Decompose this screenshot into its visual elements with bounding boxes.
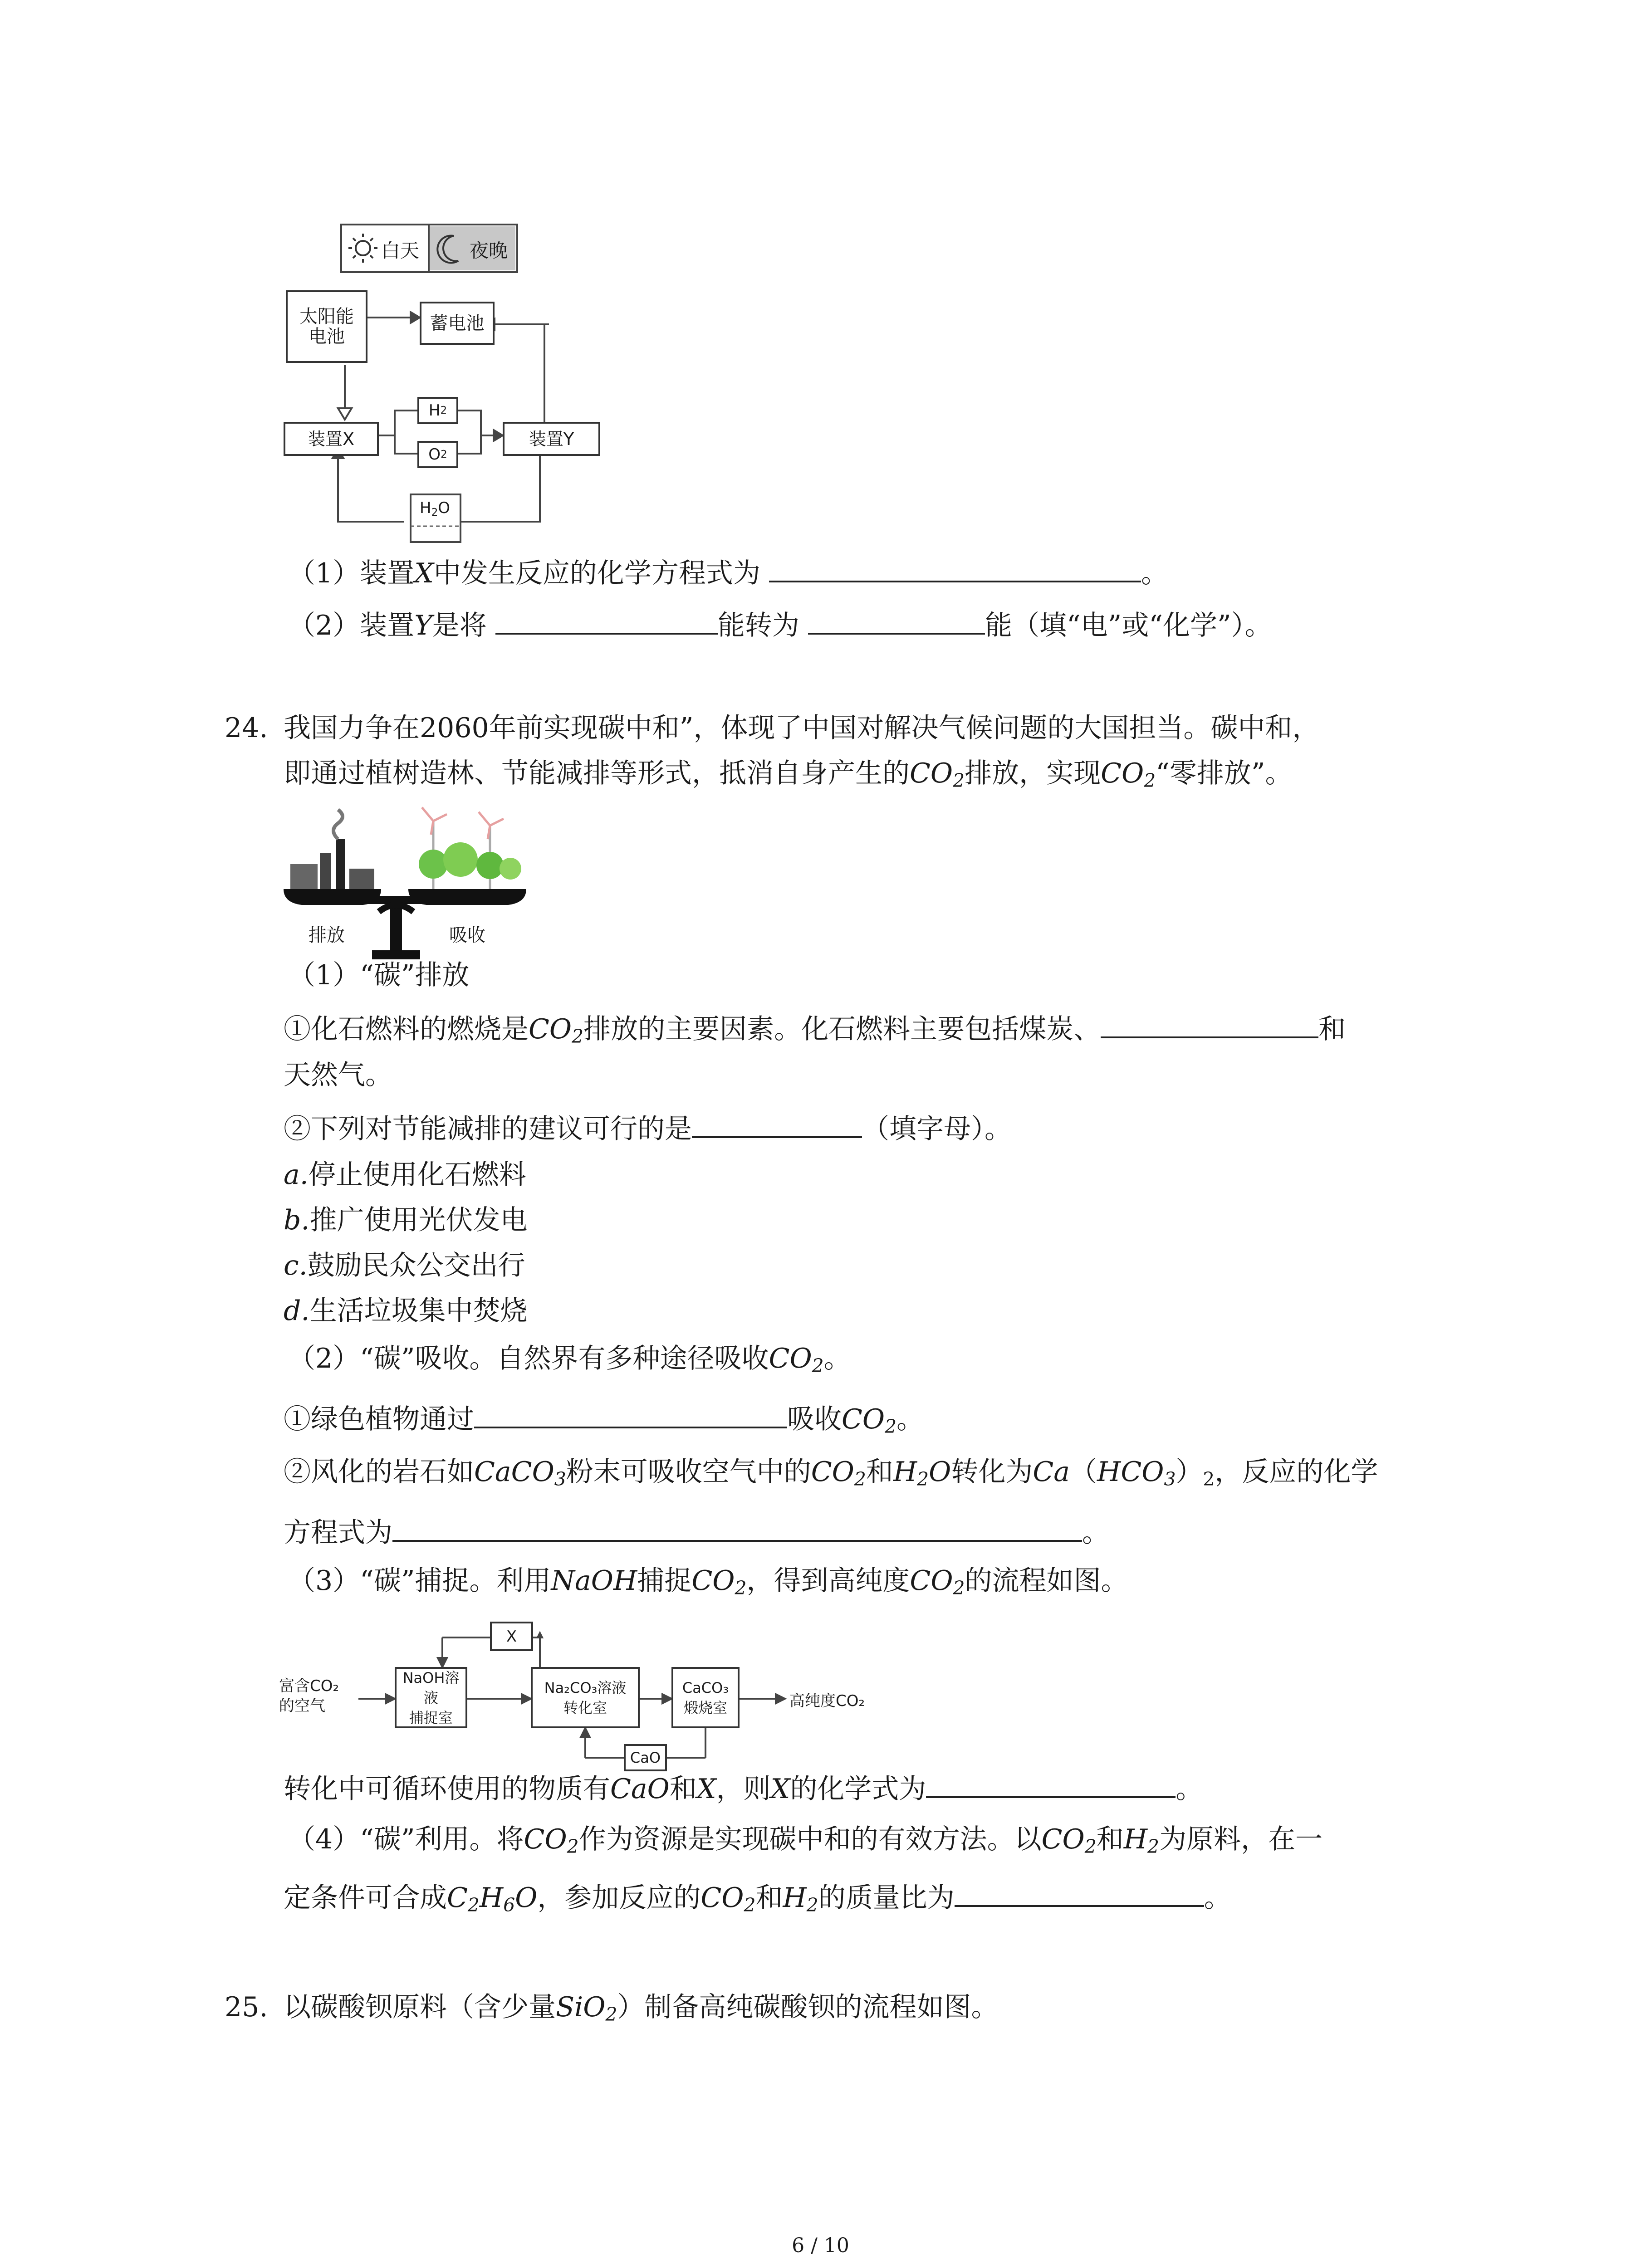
battery-box: 蓄电池	[420, 302, 495, 345]
h2o-label: $H_2O$	[420, 499, 451, 518]
flow-output: 高纯度CO₂	[789, 1692, 865, 1710]
option-c: c.鼓励民众公交出行	[284, 1250, 525, 1281]
q24-number: 24.	[225, 712, 268, 744]
q24-s1-q1-line2: 天然气。	[284, 1059, 392, 1091]
q23-part2: （2）装置Y是将 能转为 能（填“电”或“化学”）。	[288, 606, 1272, 644]
q24-s2-title: （2）“碳”吸收。自然界有多种途径吸收$CO_2$。	[288, 1343, 851, 1377]
na2co3-chamber: Na₂CO₃溶液 转化室	[531, 1667, 640, 1728]
solar-cell-box: 太阳能 电池	[286, 290, 367, 363]
device-x-box: 装置X	[284, 422, 379, 456]
q24-s1-q1-line1: ①化石燃料的燃烧是$CO_2$排放的主要因素。化石燃料主要包括煤炭、 和	[284, 1009, 1346, 1055]
scale-right-label: 吸收	[449, 925, 485, 946]
q24-s2-q1: ①绿色植物通过 吸收$CO_2$。	[284, 1399, 924, 1445]
q24-s4-line2: 定条件可合成$C_2H_6O$，参加反应的$CO_2$和$H_2$的质量比为 。	[284, 1878, 1231, 1923]
q25-text: 以碳酸钡原料（含少量SiO$_2$）制备高纯碳酸钡的流程如图。	[284, 1991, 999, 2026]
q24-s1-title: （1）“碳”排放	[288, 959, 470, 991]
q24-s3-question: 转化中可循环使用的物质有CaO和X，则X的化学式为 。	[284, 1769, 1203, 1807]
answer-blank[interactable]	[926, 1769, 1176, 1798]
flow-input: 富含CO₂ 的空气	[279, 1677, 339, 1715]
day-label: 白天	[381, 240, 420, 262]
q25-number: 25.	[225, 1991, 268, 2023]
cao-box: CaO	[624, 1744, 667, 1771]
scale-left-label: 排放	[309, 925, 345, 946]
q24-s3-title: （3）“碳”捕捉。利用NaOH捕捉$CO_2$，得到高纯度$CO_2$的流程如图。	[288, 1565, 1128, 1599]
q24-intro-line2: 即通过植树造林、节能减排等形式，抵消自身产生的$CO_2$排放，实现$CO_2“$零排放”。	[284, 758, 1293, 792]
q24-s2-q2-line1: ②风化的岩石如CaCO$_3$粉末可吸收空气中的$CO_2$和$H_2O$转化为$Ca(HCO_3)_2$，反应的化学	[284, 1456, 1378, 1491]
option-a: a.停止使用化石燃料	[284, 1159, 526, 1191]
q24-s1-q2: ②下列对节能减排的建议可行的是 （填字母）。	[284, 1109, 1012, 1147]
night-label: 夜晚	[470, 240, 508, 262]
caco3-chamber: CaCO₃ 煅烧室	[671, 1667, 740, 1728]
option-d: d.生活垃圾集中焚烧	[284, 1295, 528, 1327]
q23-part1: （1）装置X中发生反应的化学方程式为 。	[288, 553, 1168, 591]
option-b: b.推广使用光伏发电	[284, 1204, 528, 1236]
page-number: 6 / 10	[792, 2234, 849, 2257]
q24-intro-line1: 我国力争在2060年前实现碳中和”，体现了中国对解决气候问题的大国担当。碳中和，	[284, 712, 1320, 744]
answer-blank[interactable]	[955, 1878, 1204, 1907]
o2-box: O 2	[417, 441, 458, 468]
h2-box: H 2	[417, 397, 458, 424]
device-y-box: 装置Y	[503, 422, 600, 456]
x-box: X	[490, 1622, 533, 1651]
q24-s4-line1: （4）“碳”利用。将$CO_2$作为资源是实现碳中和的有效方法。以$CO_2$和$H_2$为原料，在一	[288, 1823, 1323, 1858]
q24-s2-q2-line2: 方程式为 。	[284, 1513, 1109, 1551]
naoh-chamber: NaOH溶液 捕捉室	[395, 1667, 467, 1728]
